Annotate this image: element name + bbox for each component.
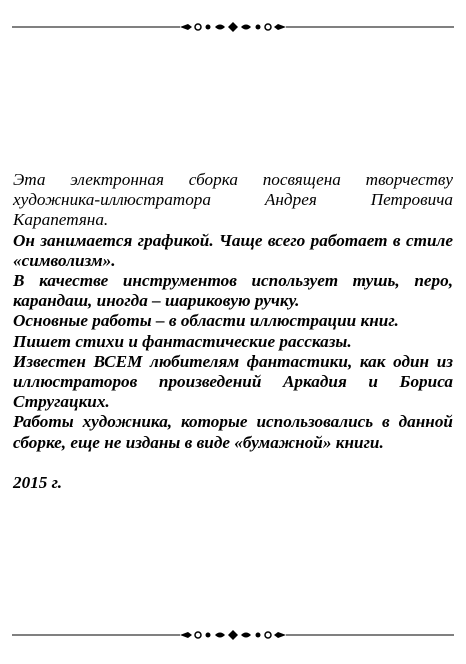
paragraph-tools: В качестве инструментов использует тушь, перо, карандаш, иногда – шариковую ручку. bbox=[13, 271, 453, 311]
paragraph-fame: Известен ВСЕМ любителям фантастики, как один из иллюстраторов произведений Аркадия и Бориса Стругацких. bbox=[13, 351, 453, 412]
paragraph-main-works: Основные работы – в области иллюстрации книг. bbox=[13, 311, 399, 331]
bottom-ornament-divider bbox=[12, 630, 454, 640]
paragraph-unpublished: Работы художника, которые использовались в данной сборке, еще не изданы в виде «бумажной» книги. bbox=[13, 412, 453, 452]
paragraph-intro: Эта электронная сборка посвящена творчеству художника-иллюстратора Андрея Петровича Карапетяна. bbox=[13, 170, 453, 230]
top-ornament-divider bbox=[12, 22, 454, 32]
paragraph-graphics: Он занимается графикой. Чаще всего работает в стиле «символизм». bbox=[13, 230, 453, 270]
document-body bbox=[13, 170, 453, 493]
floral-divider-icon bbox=[12, 630, 454, 640]
document-date: 2015 г. bbox=[13, 472, 63, 492]
paragraph-writing: Пишет стихи и фантастические рассказы. bbox=[13, 331, 352, 351]
floral-divider-icon bbox=[12, 22, 454, 32]
